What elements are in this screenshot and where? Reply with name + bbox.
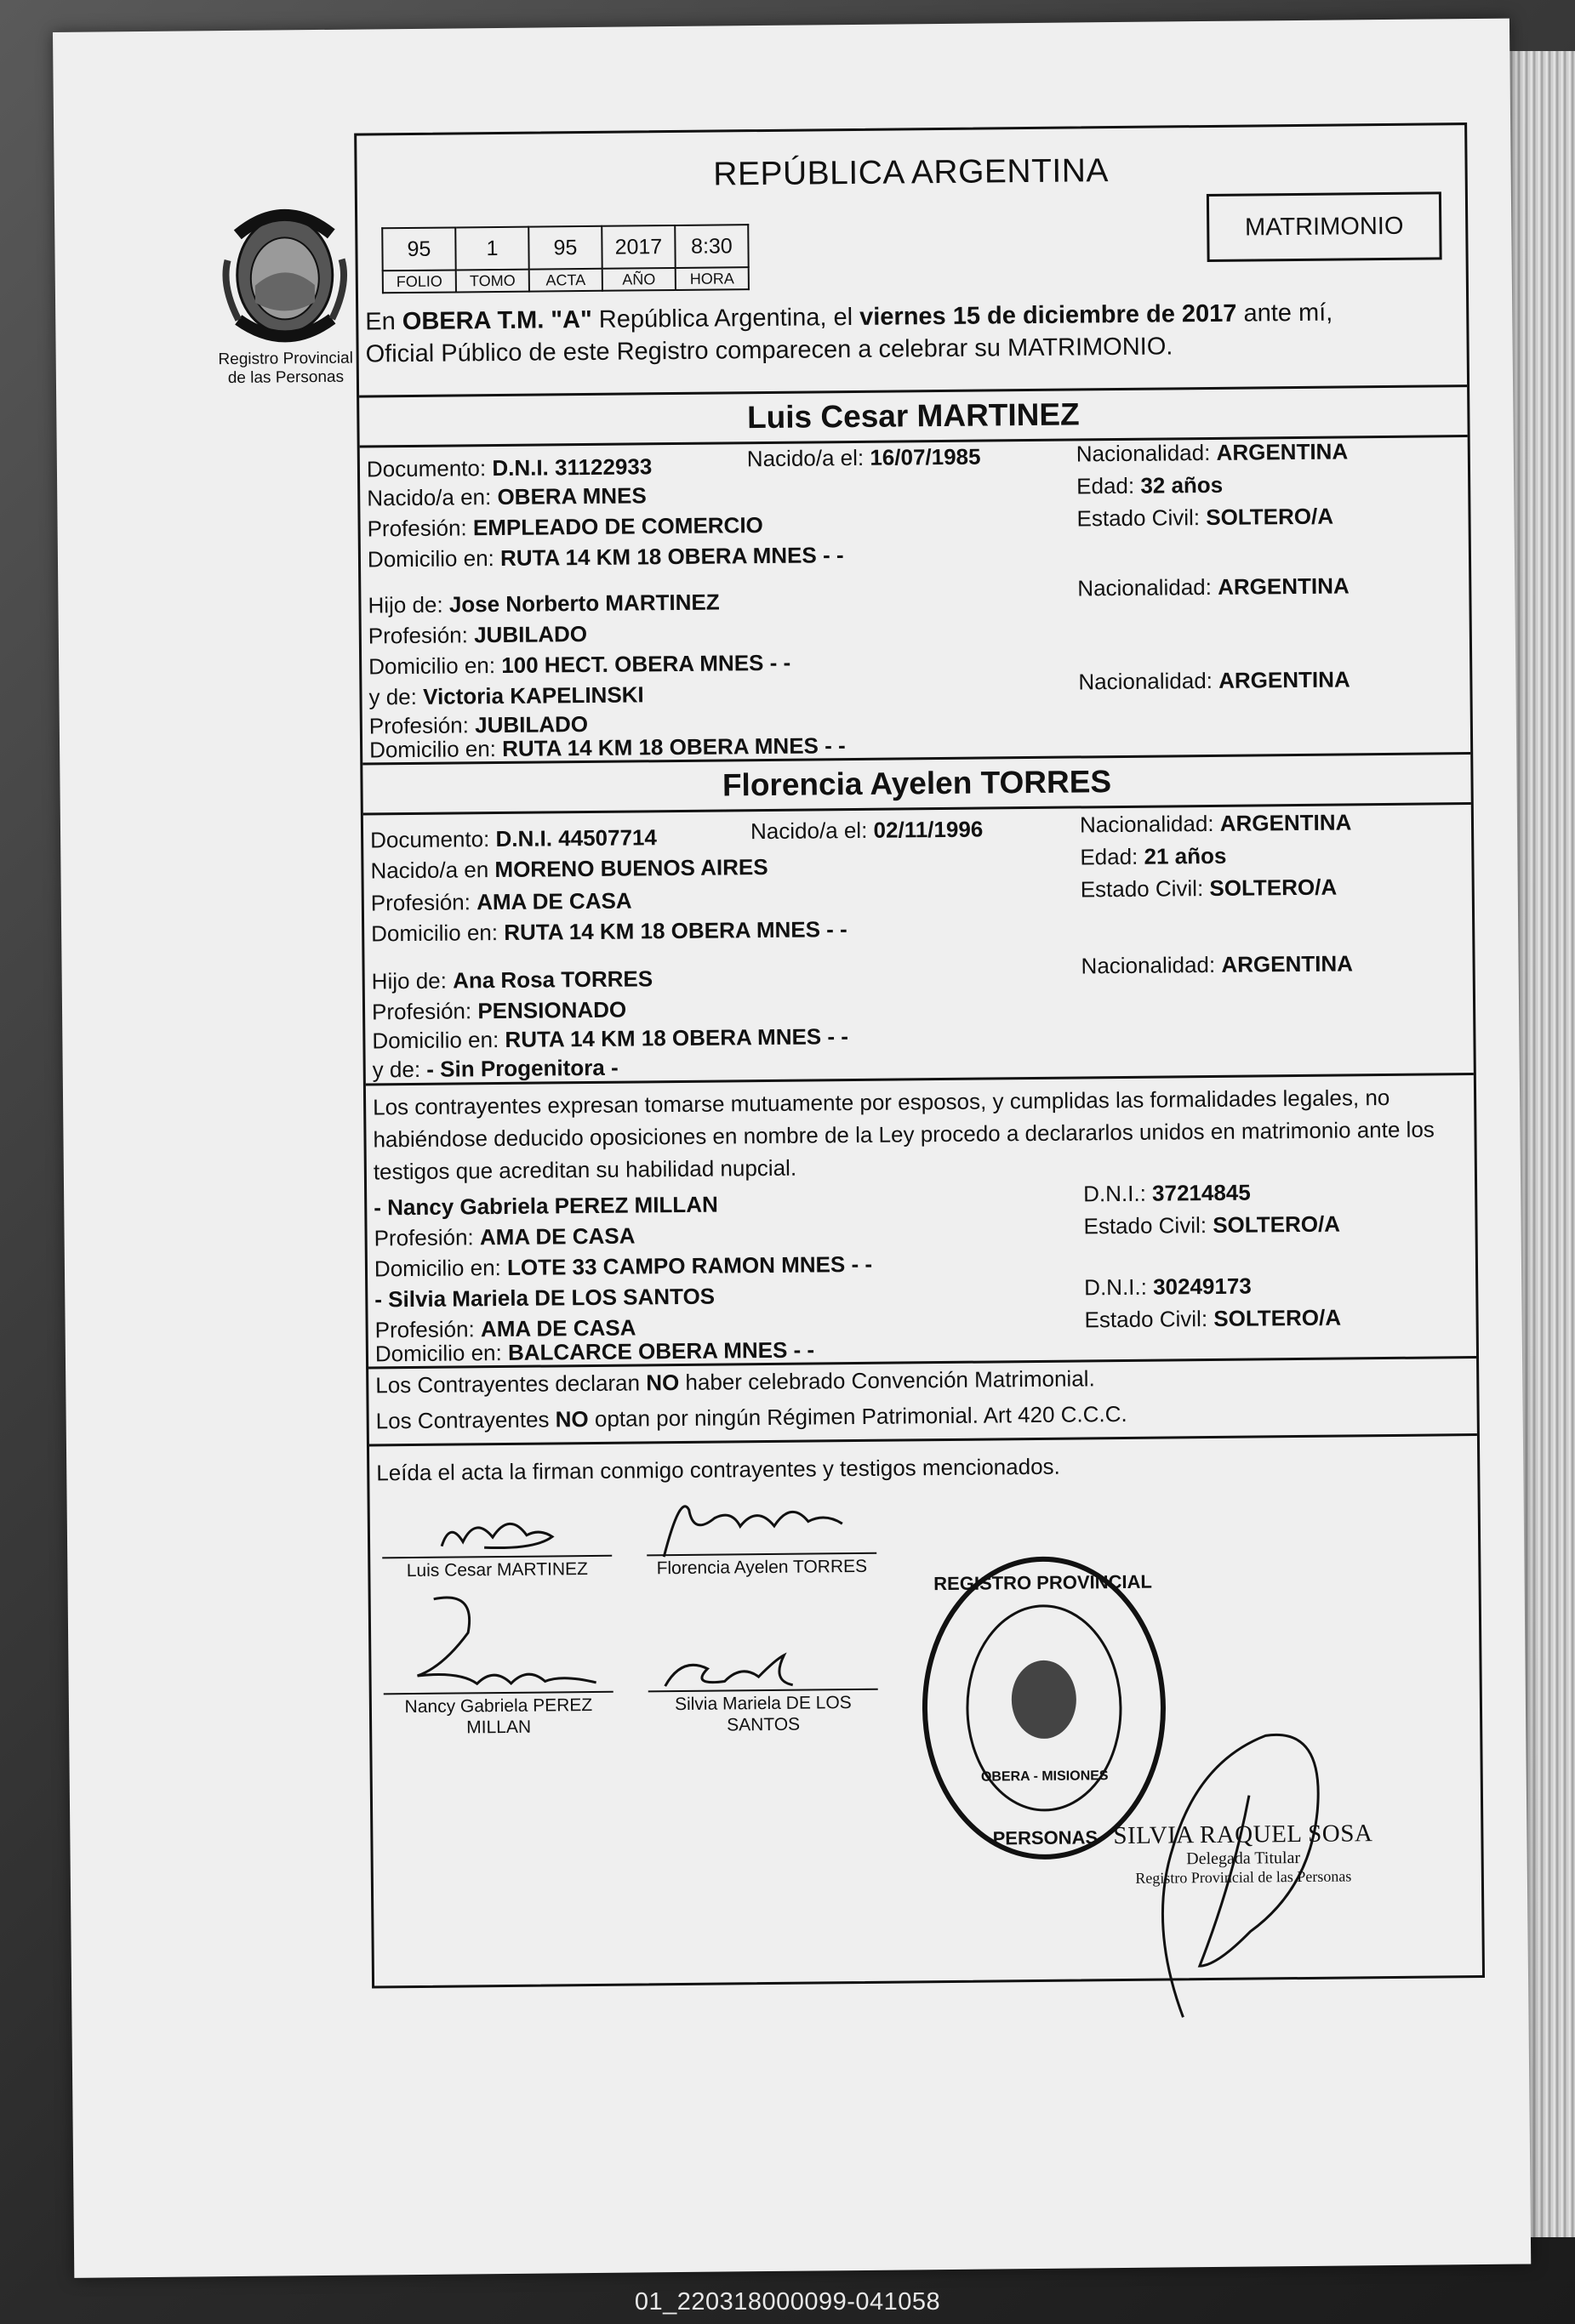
intro-line-2: Oficial Público de este Registro comparecen a celebrar su MATRIMONIO.	[365, 333, 1173, 368]
marriage-certificate-form	[354, 122, 1485, 1988]
declaration-section	[366, 1075, 1476, 1369]
label: y de:	[372, 1056, 421, 1083]
spouse1-mother	[368, 681, 643, 710]
label: D.N.I.:	[1084, 1273, 1148, 1301]
value: D.N.I. 31122933	[492, 453, 653, 481]
spouse2-parent-nationality	[1081, 950, 1353, 979]
intro-date: viernes 15 de diciembre de 2017	[859, 299, 1237, 331]
spouse2-birthdate	[750, 817, 984, 846]
spouse1-father-profession	[368, 621, 588, 649]
closing-text: Leída el acta la firman conmigo contrayentes y testigos mencionados.	[376, 1453, 1060, 1486]
signature-spouse2	[647, 1552, 876, 1580]
value: OBERA MNES	[497, 482, 647, 510]
signatures-section	[369, 1436, 1482, 1957]
label: Profesión:	[368, 712, 470, 739]
act-type-box: MATRIMONIO	[1207, 191, 1442, 262]
label: Domicilio en:	[374, 1255, 501, 1282]
label: Profesión:	[371, 998, 472, 1025]
value: 30249173	[1152, 1273, 1252, 1300]
spouse2-name: Florencia Ayelen TORRES	[362, 755, 1471, 815]
value: AMA DE CASA	[479, 1222, 636, 1250]
coat-of-arms-icon	[220, 200, 350, 345]
handwritten-signature-icon	[383, 1589, 613, 1702]
signature-witness2	[648, 1689, 879, 1737]
spouse1-age	[1076, 472, 1223, 500]
value: - Nancy Gabriela PEREZ MILLAN	[374, 1191, 718, 1221]
tomo-label: TOMO	[456, 270, 529, 293]
label: Domicilio en:	[371, 920, 499, 947]
label: Hijo de:	[368, 591, 443, 618]
value: SOLTERO/A	[1206, 503, 1334, 531]
spouse1-name: Luis Cesar MARTINEZ	[359, 387, 1468, 447]
witness2-name	[374, 1284, 715, 1313]
value: Ana Rosa TORRES	[452, 965, 653, 994]
folio-value: 95	[382, 227, 455, 271]
official-organization: Registro Provincial de las Personas	[1135, 1867, 1352, 1887]
value: ARGENTINA	[1218, 666, 1350, 693]
handwritten-signature-icon	[646, 1483, 876, 1562]
witness1-address	[374, 1251, 872, 1283]
label: Profesión:	[367, 515, 467, 542]
value: BALCARCE OBERA MNES - -	[507, 1336, 815, 1365]
value: RUTA 14 KM 18 OBERA MNES - -	[504, 916, 847, 945]
signature-witness1	[384, 1691, 614, 1740]
label: Documento:	[366, 455, 487, 482]
text: optan por ningún Régimen Patrimonial. Art 420 C.C.C.	[588, 1400, 1127, 1433]
scan-id-caption: 01_220318000099-041058	[634, 2288, 941, 2315]
value: SOLTERO/A	[1209, 874, 1338, 901]
spouse2-parent-profession	[372, 997, 626, 1026]
official-seal-stamp	[915, 1549, 1173, 1866]
spouse2-civil-status	[1081, 874, 1338, 903]
label: Documento:	[369, 826, 490, 853]
label: Domicilio en:	[374, 1340, 502, 1367]
crest-caption-1: Registro Provincial	[218, 349, 353, 369]
value: JUBILADO	[475, 710, 589, 738]
label: Profesión:	[374, 1224, 474, 1251]
spouse1-birthdate	[747, 444, 981, 473]
value: AMA DE CASA	[476, 887, 632, 915]
spouse2-parent	[372, 965, 653, 994]
label: Edad:	[1080, 843, 1138, 870]
hora-label: HORA	[676, 267, 749, 290]
value: JUBILADO	[473, 621, 588, 648]
spouse1-details	[360, 437, 1471, 765]
acta-label: ACTA	[529, 269, 602, 292]
label: Nacionalidad:	[1077, 573, 1213, 601]
label: Nacido/a el:	[746, 444, 865, 472]
anio-label: AÑO	[602, 268, 676, 291]
signature-caption: Luis Cesar MARTINEZ	[406, 1559, 589, 1581]
label: Estado Civil:	[1083, 1212, 1207, 1239]
folio-label: FOLIO	[383, 270, 456, 293]
value: SOLTERO/A	[1213, 1304, 1342, 1331]
label: Estado Civil:	[1080, 875, 1204, 903]
value: D.N.I. 44507714	[495, 824, 658, 852]
signature-caption: MILLAN	[466, 1717, 532, 1738]
value: Victoria KAPELINSKI	[422, 681, 644, 709]
value: ARGENTINA	[1221, 950, 1354, 977]
label: Hijo de:	[371, 967, 448, 994]
value: SOLTERO/A	[1213, 1210, 1341, 1238]
signature-caption: Nancy Gabriela PEREZ	[404, 1695, 593, 1717]
spouse1-father	[368, 590, 719, 619]
spouse2-nationality	[1080, 809, 1352, 838]
signature-caption: Silvia Mariela DE LOS	[674, 1693, 852, 1715]
intro-part: En	[365, 308, 402, 336]
official-title: Delegada Titular	[1186, 1848, 1301, 1869]
convention-line-2	[376, 1401, 1127, 1434]
spouse1-documento	[367, 453, 653, 482]
witness1-civil-status	[1083, 1211, 1340, 1240]
label: Nacionalidad:	[1078, 667, 1213, 695]
witness2-address	[375, 1336, 814, 1367]
spouse1-birthplace	[367, 482, 647, 511]
label: Estado Civil:	[1084, 1306, 1208, 1333]
intro-place: OBERA T.M. "A"	[402, 305, 592, 336]
conventions-section	[368, 1359, 1477, 1446]
hora-value: 8:30	[675, 225, 748, 268]
spouse1-mother-nationality	[1078, 666, 1350, 695]
spouse1-nationality	[1076, 438, 1349, 467]
label: Domicilio en:	[367, 545, 494, 572]
label: Domicilio en:	[368, 736, 497, 763]
witness2-civil-status	[1084, 1305, 1341, 1334]
value: RUTA 14 KM 18 OBERA MNES - -	[499, 542, 844, 571]
value: Jose Norberto MARTINEZ	[448, 589, 720, 618]
declaration-text: Los contrayentes expresan tomarse mutuamente por esposos, y cumplidas las formalidades legales, no habiéndose deducido oposiciones en nombre de la Ley procedo a declararlos unidos en matrimonio ante los testigos que acreditan su habilidad nupcial.	[373, 1084, 1435, 1185]
label: Profesión:	[368, 622, 469, 649]
intro-text	[365, 295, 1464, 370]
emphasis: NO	[646, 1370, 680, 1396]
label: Nacido/a en	[370, 857, 489, 884]
signature-caption: Florencia Ayelen TORRES	[656, 1556, 868, 1579]
anio-value: 2017	[602, 225, 675, 269]
label: Profesión:	[374, 1316, 475, 1343]
value: LOTE 33 CAMPO RAMON MNES - -	[506, 1250, 873, 1280]
text: Los Contrayentes declaran	[375, 1370, 647, 1398]
intro-part: República Argentina, el	[591, 303, 860, 333]
value: PENSIONADO	[477, 996, 627, 1024]
handwritten-signature-icon	[648, 1638, 878, 1700]
spouse2-profession	[371, 888, 632, 917]
registry-table	[381, 224, 750, 293]
value: 37214845	[1151, 1179, 1251, 1206]
official-block	[1113, 1820, 1373, 1888]
text: Los Contrayentes	[375, 1406, 556, 1434]
label: Nacionalidad:	[1076, 439, 1211, 467]
spouse2-documento	[370, 824, 657, 853]
label: D.N.I.:	[1083, 1180, 1146, 1207]
value: AMA DE CASA	[480, 1314, 636, 1342]
value: 100 HECT. OBERA MNES - -	[501, 649, 791, 678]
convention-line-1	[375, 1365, 1095, 1398]
seal-label: OBERA - MISIONES	[980, 1769, 1109, 1785]
value: ARGENTINA	[1219, 809, 1352, 836]
label: Domicilio en:	[372, 1027, 499, 1054]
spouse2-details	[363, 805, 1474, 1085]
spouse1-father-address	[368, 650, 790, 681]
spouse1-profession	[367, 512, 763, 542]
value: RUTA 14 KM 18 OBERA MNES - -	[505, 1023, 849, 1052]
value: - Silvia Mariela DE LOS SANTOS	[374, 1283, 716, 1313]
crest-caption-2: de las Personas	[227, 367, 345, 388]
signature-spouse1	[382, 1555, 612, 1582]
spouse2-parent-address	[372, 1023, 848, 1054]
spouse2-address	[371, 916, 847, 947]
emphasis: NO	[555, 1406, 589, 1433]
seal-label: REGISTRO PROVINCIAL	[933, 1570, 1153, 1595]
value: 02/11/1996	[873, 816, 984, 843]
signature-caption: SANTOS	[727, 1714, 801, 1735]
value: 21 años	[1144, 842, 1227, 869]
witness2-dni	[1084, 1273, 1252, 1302]
acta-value: 95	[528, 226, 602, 270]
official-name: SILVIA RAQUEL SOSA	[1113, 1820, 1373, 1850]
label: Nacido/a en:	[367, 484, 492, 511]
spouse2-age	[1080, 843, 1226, 871]
label: Nacionalidad:	[1079, 810, 1214, 838]
spouse2-birthplace	[370, 854, 768, 884]
value: ARGENTINA	[1216, 438, 1349, 465]
value: RUTA 14 KM 18 OBERA MNES - -	[502, 732, 846, 761]
certificate-header	[357, 125, 1467, 397]
value: EMPLEADO DE COMERCIO	[472, 512, 763, 541]
label: Nacionalidad:	[1081, 951, 1216, 979]
value: 16/07/1985	[870, 443, 981, 470]
handwritten-signature-icon	[382, 1502, 613, 1564]
tomo-value: 1	[455, 227, 528, 271]
spouse1-mother-address	[369, 732, 846, 763]
seal-label: PERSONAS	[992, 1826, 1099, 1849]
witness1-profession	[374, 1222, 635, 1251]
value: 32 años	[1140, 471, 1224, 498]
label: Nacido/a el:	[750, 817, 868, 845]
label: Domicilio en:	[368, 652, 496, 680]
witness1-dni	[1083, 1180, 1251, 1208]
value: MORENO BUENOS AIRES	[494, 853, 768, 883]
value: - Sin Progenitora -	[426, 1054, 619, 1082]
value: ARGENTINA	[1217, 572, 1350, 600]
label: Profesión:	[370, 889, 471, 916]
text: haber celebrado Convención Matrimonial.	[679, 1365, 1095, 1396]
spouse1-civil-status	[1076, 504, 1333, 533]
witness1-name	[374, 1192, 718, 1222]
intro-part: ante mí,	[1236, 299, 1333, 328]
spouse1-father-nationality	[1077, 572, 1350, 601]
spouse2-mother	[373, 1055, 619, 1084]
spouse1-address	[368, 542, 844, 572]
label: Edad:	[1076, 472, 1135, 499]
label: y de:	[368, 683, 418, 710]
country-title: REPÚBLICA ARGENTINA	[713, 152, 1110, 193]
document-page	[53, 19, 1531, 2278]
label: Estado Civil:	[1076, 504, 1201, 532]
